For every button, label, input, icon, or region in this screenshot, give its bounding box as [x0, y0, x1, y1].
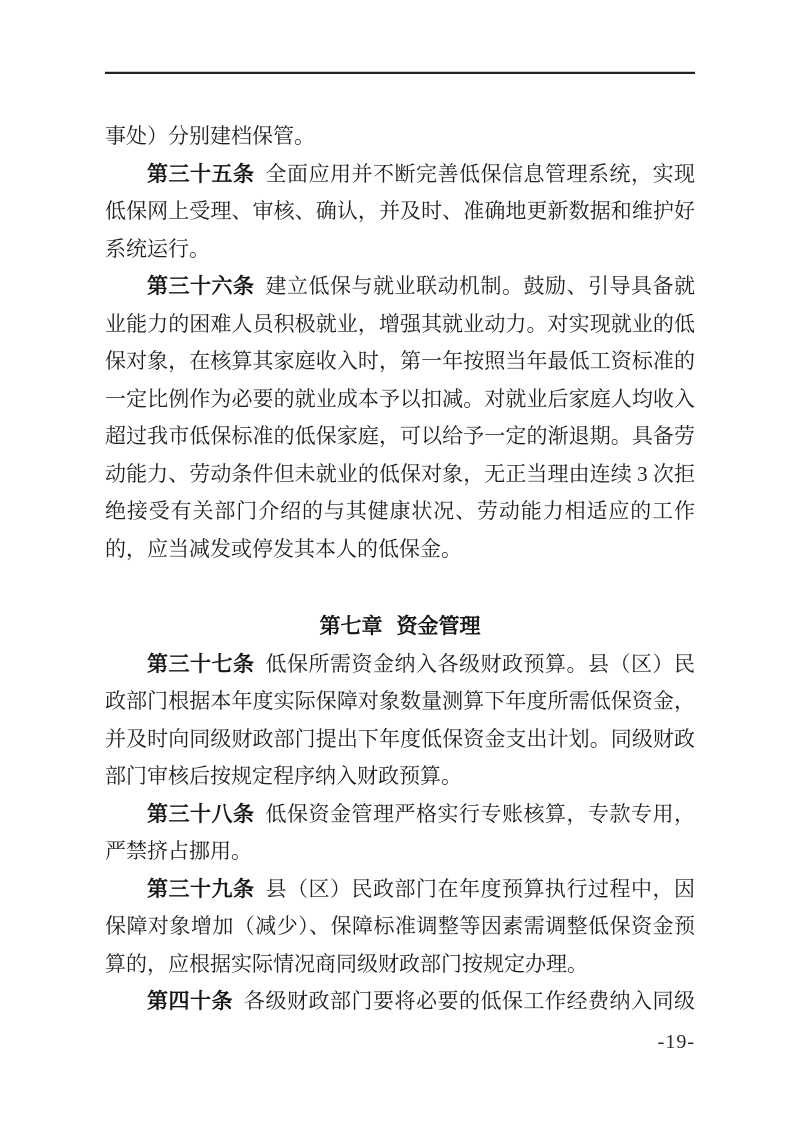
chapter-number: 第七章 — [319, 615, 383, 638]
body-text-line — [105, 381, 695, 419]
body-text: 低保网上受理、审核、确认，并及时、准确地更新数据和维护好 — [105, 199, 695, 223]
body-text-line — [105, 156, 695, 194]
body-text-line — [105, 418, 695, 456]
article-number: 第三十六条 — [147, 275, 255, 298]
body-text-line — [105, 908, 695, 946]
body-text: 建立低保与就业联动机制。鼓励、引导具备就 — [265, 274, 695, 298]
body-text: 各级财政部门要将必要的低保工作经费纳入同级 — [244, 989, 695, 1013]
body-text-line — [105, 871, 695, 909]
body-text-line — [105, 721, 695, 759]
body-text: 严禁挤占挪用。 — [105, 839, 252, 863]
body-text: 县（区）民政部门在年度预算执行过程中，因 — [265, 876, 695, 901]
body-text: 部门审核后按规定程序纳入财政预算。 — [105, 764, 462, 788]
body-text: 动能力、劳动条件但未就业的低保对象，无正当理由连续 3 次拒 — [105, 461, 695, 486]
body-text-line — [105, 343, 695, 381]
chapter-title: 资金管理 — [396, 615, 481, 638]
body-text: 算的，应根据实际情况商同级财政部门按规定办理。 — [105, 951, 588, 976]
body-text: 并及时向同级财政部门提出下年度低保资金支出计划。同级财政 — [105, 726, 695, 751]
article-number: 第三十七条 — [147, 652, 255, 676]
body-text: 的，应当减发或停发其本人的低保金。 — [105, 536, 462, 561]
body-text-line — [105, 758, 695, 796]
body-text: 全面应用并不断完善低保信息管理系统，实现 — [265, 161, 695, 186]
chapter-heading — [105, 608, 695, 646]
body-text-line — [105, 646, 695, 684]
article-number: 第三十八条 — [147, 802, 255, 826]
body-text-line — [105, 983, 695, 1021]
body-text-line — [105, 456, 695, 494]
body-text-line — [105, 683, 695, 721]
body-text: 业能力的困难人员积极就业，增强其就业动力。对实现就业的低 — [105, 311, 695, 336]
body-text-line — [105, 268, 695, 306]
article-number: 第三十五条 — [147, 162, 255, 186]
article-number: 第四十条 — [147, 990, 233, 1013]
page-number: -19- — [657, 1030, 695, 1053]
body-text-line — [105, 796, 695, 834]
header-rule — [105, 71, 695, 74]
body-text: 保障对象增加（减少）、保障标准调整等因素需调整低保资金预 — [105, 914, 695, 938]
body-text: 一定比例作为必要的就业成本予以扣减。对就业后家庭人均收入 — [105, 386, 695, 411]
body-text: 超过我市低保标准的低保家庭，可以给予一定的渐退期。具备劳 — [105, 424, 695, 448]
body-text: 事处）分别建档保管。 — [105, 124, 315, 148]
body-text: 政部门根据本年度实际保障对象数量测算下年度所需低保资金， — [105, 689, 695, 713]
body-text-line — [105, 493, 695, 531]
body-text: 保对象，在核算其家庭收入时，第一年按照当年最低工资标准的 — [105, 349, 695, 373]
body-text-line — [105, 306, 695, 344]
body-text-line — [105, 531, 695, 569]
body-text: 低保所需资金纳入各级财政预算。县（区）民 — [265, 651, 695, 676]
body-text-line — [105, 946, 695, 984]
body-text: 系统运行。 — [105, 236, 210, 261]
body-text: 低保资金管理严格实行专账核算，专款专用， — [265, 801, 695, 826]
body-text-line — [105, 833, 695, 871]
body-text-line — [105, 231, 695, 269]
body-text-line — [105, 193, 695, 231]
document-body — [105, 118, 695, 1061]
body-text-line — [105, 118, 695, 156]
article-number: 第三十九条 — [147, 877, 255, 901]
body-text: 绝接受有关部门介绍的与其健康状况、劳动能力相适应的工作 — [105, 499, 695, 523]
